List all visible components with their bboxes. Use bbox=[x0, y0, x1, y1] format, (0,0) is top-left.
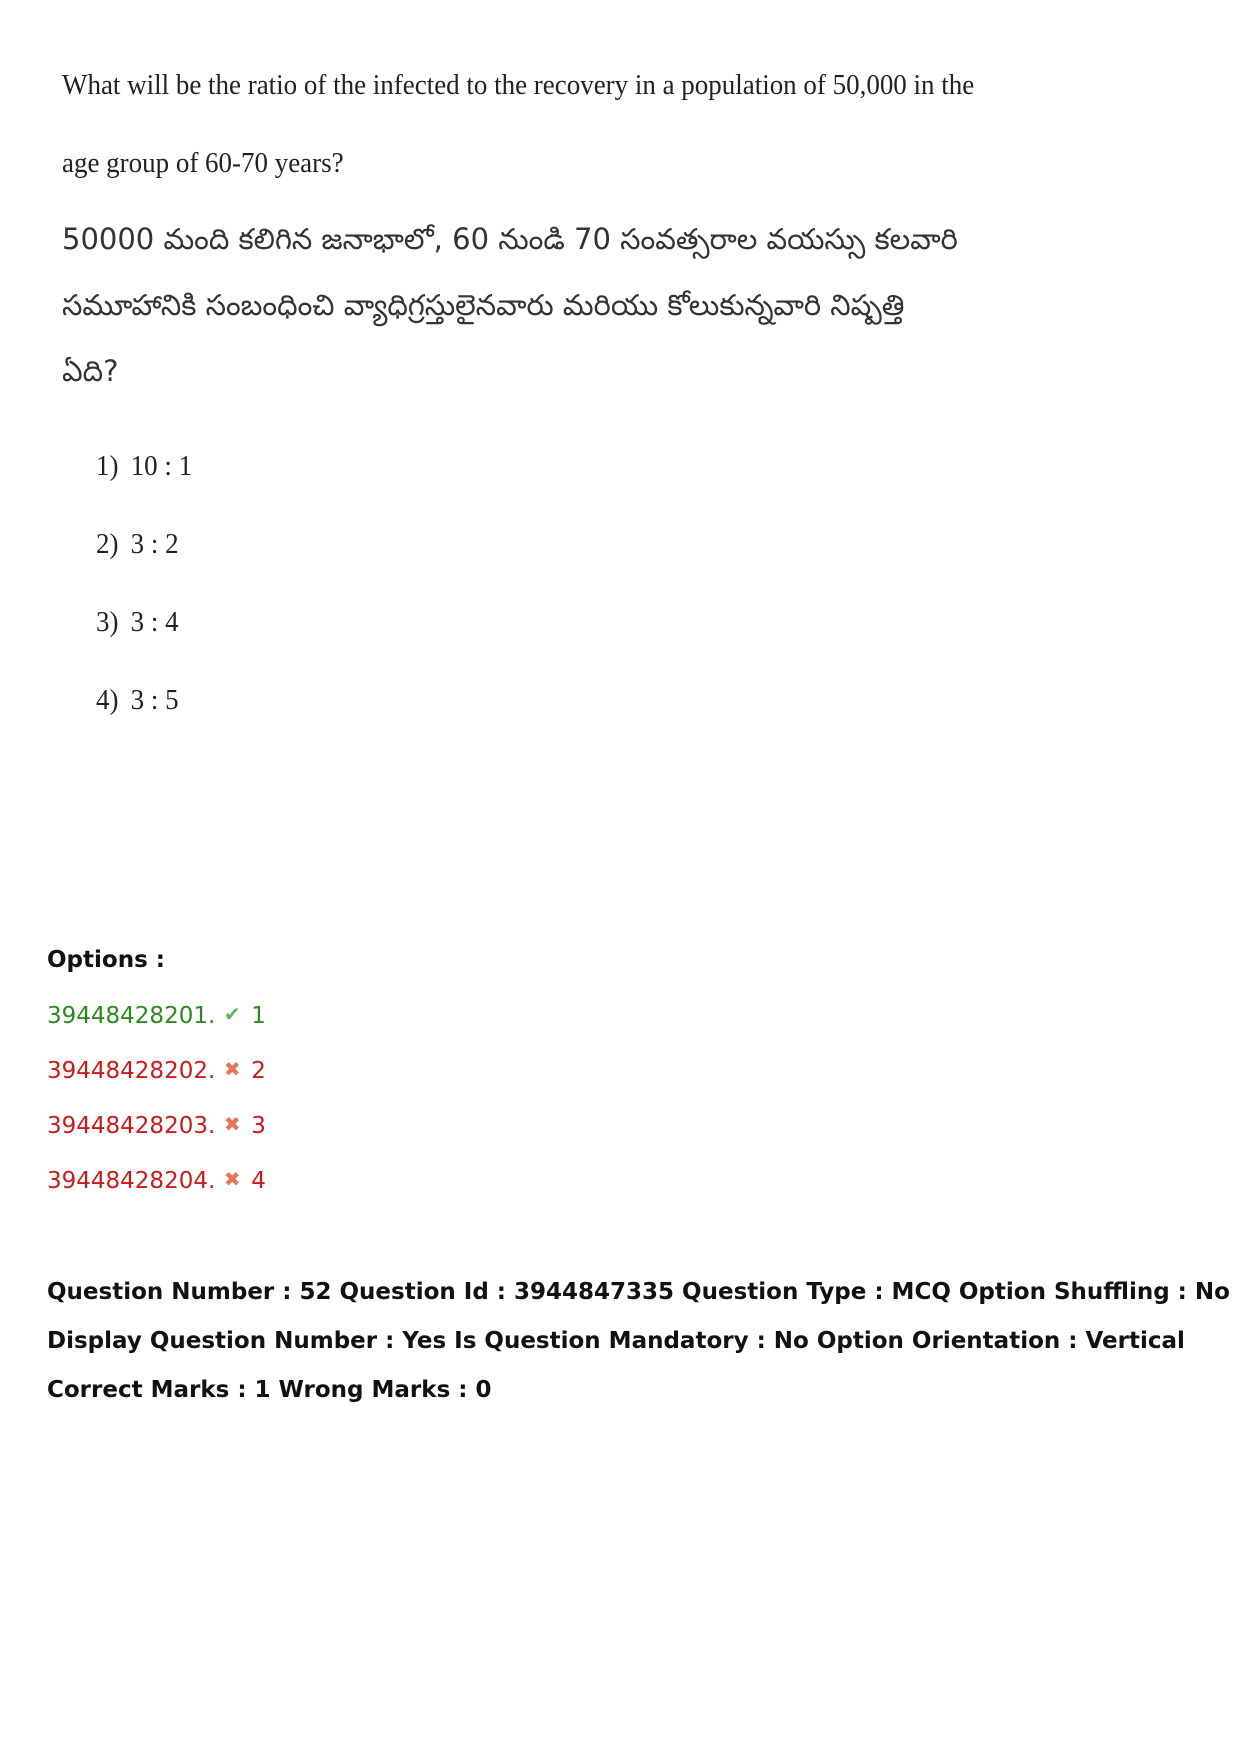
cross-icon: ✖ bbox=[223, 1167, 241, 1191]
metadata-line-2: Display Question Number : Yes Is Question Mandatory : No Option Orientation : Vertical bbox=[47, 1328, 1185, 1354]
question-text-english-line-2: age group of 60-70 years? bbox=[62, 147, 344, 179]
question-option-number: 4) bbox=[96, 684, 119, 716]
answer-option-id: 39448428202. bbox=[47, 1058, 216, 1084]
answer-option-row-3 bbox=[47, 1104, 266, 1159]
answer-options-block bbox=[47, 940, 266, 1214]
question-option-2 bbox=[96, 522, 883, 600]
answer-option-label: 4 bbox=[251, 1168, 266, 1194]
answer-option-id: 39448428203. bbox=[47, 1113, 216, 1139]
check-icon: ✔ bbox=[223, 1002, 241, 1026]
question-option-text: 3 : 4 bbox=[130, 606, 179, 638]
answer-option-label: 3 bbox=[251, 1113, 266, 1139]
question-option-number: 1) bbox=[96, 450, 119, 482]
answer-option-id: 39448428201. bbox=[47, 1003, 216, 1029]
answer-option-row-1 bbox=[47, 994, 266, 1049]
question-option-1 bbox=[96, 444, 883, 522]
cross-icon: ✖ bbox=[223, 1057, 241, 1081]
answer-option-id: 39448428204. bbox=[47, 1168, 216, 1194]
question-option-number: 3) bbox=[96, 606, 119, 638]
question-option-number: 2) bbox=[96, 528, 119, 560]
question-text-english-line-1: What will be the ratio of the infected to the recovery in a population of 50,000 in the bbox=[62, 69, 975, 101]
answer-option-row-4 bbox=[47, 1159, 266, 1214]
answer-option-row-2 bbox=[47, 1049, 266, 1104]
answer-option-label: 2 bbox=[251, 1058, 266, 1084]
question-image bbox=[62, 58, 975, 756]
question-text-telugu-line-3: ఏది? bbox=[62, 354, 119, 388]
question-text-telugu-line-2: సమూహానికి సంబంధించి వ్యాధిగ్రస్తులైనవారు మరియు కోలుకున్నవారి నిష్పత్తి bbox=[62, 288, 905, 322]
question-text-telugu-line-1: 50000 మంది కలిగిన జనాభాలో, 60 నుండి 70 సంవత్సరాల వయస్సు కలవారి bbox=[62, 222, 958, 256]
question-option-text: 10 : 1 bbox=[130, 450, 193, 482]
question-option-text: 3 : 2 bbox=[130, 528, 179, 560]
question-option-3 bbox=[96, 600, 883, 678]
question-metadata bbox=[47, 1272, 1230, 1419]
question-option-list bbox=[62, 444, 942, 756]
cross-icon: ✖ bbox=[223, 1112, 241, 1136]
metadata-line-3: Correct Marks : 1 Wrong Marks : 0 bbox=[47, 1377, 492, 1403]
answer-option-label: 1 bbox=[251, 1003, 266, 1029]
metadata-line-1: Question Number : 52 Question Id : 3944847335 Question Type : MCQ Option Shuffling : No bbox=[47, 1279, 1230, 1305]
question-option-text: 3 : 5 bbox=[130, 684, 179, 716]
question-text-telugu bbox=[62, 206, 958, 404]
options-heading: Options : bbox=[47, 947, 165, 973]
question-option-4 bbox=[96, 678, 883, 756]
